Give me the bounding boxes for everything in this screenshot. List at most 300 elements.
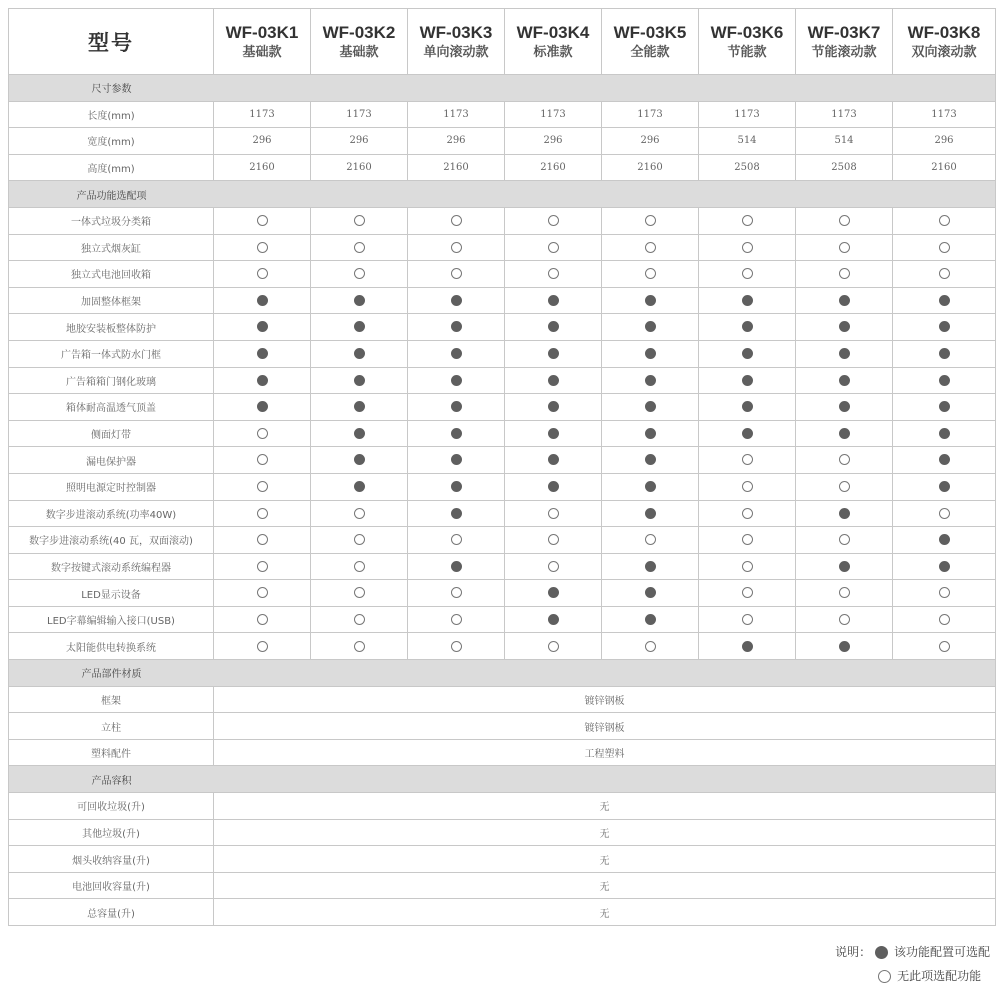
option-cell — [893, 473, 996, 500]
filled-dot-icon — [742, 375, 753, 386]
empty-dot-icon — [354, 534, 365, 545]
option-cell — [602, 580, 699, 607]
value-cell: 2160 — [408, 154, 505, 181]
option-cell — [893, 234, 996, 261]
empty-dot-icon — [451, 242, 462, 253]
option-cell — [699, 633, 796, 660]
model-subtitle: 节能滚动款 — [811, 44, 877, 60]
option-cell — [893, 606, 996, 633]
filled-dot-icon — [257, 295, 268, 306]
option-cell — [408, 234, 505, 261]
empty-dot-icon — [645, 268, 656, 279]
row-label: 数字步进滚动系统(40 瓦，双面滚动) — [9, 527, 214, 554]
section-header-cell — [9, 75, 996, 102]
empty-dot-icon — [257, 268, 268, 279]
legend-empty-line — [835, 964, 990, 988]
empty-dot-icon — [257, 428, 268, 439]
option-cell — [408, 633, 505, 660]
empty-dot-icon — [742, 481, 753, 492]
option-cell — [408, 527, 505, 554]
row-label: 照明电源定时控制器 — [9, 473, 214, 500]
section-title: 尺寸参数 — [91, 84, 132, 96]
table-row — [9, 340, 996, 367]
option-cell — [602, 606, 699, 633]
empty-dot-icon — [742, 268, 753, 279]
model-name: WF-03K7 — [807, 22, 881, 42]
empty-dot-icon — [354, 215, 365, 226]
row-label: 数字步进滚动系统(功率40W) — [9, 500, 214, 527]
section-header-row — [9, 660, 996, 687]
option-cell — [311, 394, 408, 421]
filled-dot-icon — [645, 348, 656, 359]
empty-dot-icon — [839, 587, 850, 598]
option-cell — [408, 606, 505, 633]
option-cell — [311, 420, 408, 447]
empty-dot-icon — [939, 508, 950, 519]
value-cell: 296 — [311, 128, 408, 155]
table-row — [9, 154, 996, 181]
model-header-8 — [893, 9, 996, 75]
filled-dot-icon — [257, 401, 268, 412]
option-cell — [602, 287, 699, 314]
filled-dot-icon — [548, 614, 559, 625]
legend — [835, 940, 990, 988]
option-cell — [796, 367, 893, 394]
row-label: 侧面灯带 — [9, 420, 214, 447]
section-title: 产品功能选配项 — [76, 190, 147, 202]
option-cell — [602, 234, 699, 261]
table-row — [9, 633, 996, 660]
table-row — [9, 420, 996, 447]
option-cell — [214, 367, 311, 394]
option-cell — [796, 261, 893, 288]
option-cell — [893, 287, 996, 314]
filled-dot-icon — [839, 348, 850, 359]
option-cell — [408, 580, 505, 607]
table-row — [9, 686, 996, 713]
filled-dot-icon — [548, 481, 559, 492]
option-cell — [893, 367, 996, 394]
option-cell — [408, 287, 505, 314]
empty-dot-icon — [839, 481, 850, 492]
option-cell — [893, 447, 996, 474]
value-cell: 1173 — [214, 101, 311, 128]
table-row — [9, 606, 996, 633]
legend-filled-line — [835, 940, 990, 964]
option-cell — [796, 340, 893, 367]
option-cell — [408, 473, 505, 500]
model-header-7 — [796, 9, 893, 75]
empty-dot-icon — [257, 561, 268, 572]
option-cell — [602, 420, 699, 447]
option-cell — [796, 207, 893, 234]
empty-dot-icon — [548, 268, 559, 279]
option-cell — [893, 207, 996, 234]
option-cell — [893, 580, 996, 607]
option-cell — [214, 420, 311, 447]
option-cell — [311, 314, 408, 341]
option-cell — [214, 314, 311, 341]
filled-dot-icon — [742, 428, 753, 439]
empty-dot-icon — [878, 970, 891, 983]
section-title: 产品容积 — [91, 775, 132, 787]
table-row — [9, 101, 996, 128]
model-subtitle: 基础款 — [242, 44, 282, 60]
value-cell: 2160 — [505, 154, 602, 181]
filled-dot-icon — [451, 375, 462, 386]
row-label: LED字幕编辑输入接口(USB) — [9, 606, 214, 633]
option-cell — [408, 447, 505, 474]
empty-dot-icon — [839, 242, 850, 253]
option-cell — [699, 606, 796, 633]
empty-dot-icon — [742, 534, 753, 545]
option-cell — [408, 261, 505, 288]
option-cell — [699, 287, 796, 314]
option-cell — [796, 420, 893, 447]
option-cell — [505, 527, 602, 554]
row-label: 箱体耐高温透气顶盖 — [9, 394, 214, 421]
spec-table — [8, 8, 996, 926]
spanning-value-cell: 镀锌钢板 — [214, 686, 996, 713]
filled-dot-icon — [354, 321, 365, 332]
empty-dot-icon — [548, 534, 559, 545]
option-cell — [505, 340, 602, 367]
option-cell — [796, 287, 893, 314]
spanning-value-cell: 无 — [214, 819, 996, 846]
filled-dot-icon — [548, 428, 559, 439]
filled-dot-icon — [451, 348, 462, 359]
row-label: 地胶安装板整体防护 — [9, 314, 214, 341]
option-cell — [893, 314, 996, 341]
filled-dot-icon — [939, 348, 950, 359]
filled-dot-icon — [939, 534, 950, 545]
table-row — [9, 872, 996, 899]
section-title: 产品部件材质 — [81, 669, 142, 681]
empty-dot-icon — [257, 481, 268, 492]
table-row — [9, 899, 996, 926]
empty-dot-icon — [742, 561, 753, 572]
filled-dot-icon — [939, 481, 950, 492]
value-cell: 296 — [602, 128, 699, 155]
model-header-5 — [602, 9, 699, 75]
option-cell — [214, 394, 311, 421]
row-label: 独立式电池回收箱 — [9, 261, 214, 288]
table-row — [9, 447, 996, 474]
option-cell — [699, 234, 796, 261]
model-name: WF-03K6 — [710, 22, 784, 42]
table-row — [9, 394, 996, 421]
option-cell — [893, 261, 996, 288]
filled-dot-icon — [645, 481, 656, 492]
filled-dot-icon — [939, 375, 950, 386]
empty-dot-icon — [354, 561, 365, 572]
filled-dot-icon — [451, 401, 462, 412]
option-cell — [893, 633, 996, 660]
row-label: 框架 — [9, 686, 214, 713]
option-cell — [602, 447, 699, 474]
empty-dot-icon — [257, 641, 268, 652]
filled-dot-icon — [742, 641, 753, 652]
filled-dot-icon — [257, 321, 268, 332]
option-cell — [408, 314, 505, 341]
filled-dot-icon — [939, 561, 950, 572]
value-cell: 1173 — [408, 101, 505, 128]
model-subtitle: 标准款 — [533, 44, 573, 60]
option-cell — [505, 606, 602, 633]
table-row — [9, 314, 996, 341]
empty-dot-icon — [451, 534, 462, 545]
option-cell — [602, 633, 699, 660]
empty-dot-icon — [257, 215, 268, 226]
empty-dot-icon — [354, 614, 365, 625]
filled-dot-icon — [257, 348, 268, 359]
filled-dot-icon — [451, 481, 462, 492]
option-cell — [505, 314, 602, 341]
model-subtitle: 单向滚动款 — [423, 44, 489, 60]
empty-dot-icon — [645, 242, 656, 253]
filled-dot-icon — [548, 454, 559, 465]
option-cell — [311, 580, 408, 607]
filled-dot-icon — [839, 428, 850, 439]
option-cell — [893, 420, 996, 447]
option-cell — [602, 367, 699, 394]
option-cell — [408, 553, 505, 580]
spanning-value-cell: 镀锌钢板 — [214, 713, 996, 740]
model-name: WF-03K8 — [907, 22, 981, 42]
section-header-cell — [9, 766, 996, 793]
filled-dot-icon — [839, 641, 850, 652]
table-row — [9, 234, 996, 261]
filled-dot-icon — [354, 454, 365, 465]
row-label: 数字按键式滚动系统编程器 — [9, 553, 214, 580]
table-row — [9, 527, 996, 554]
table-row — [9, 713, 996, 740]
empty-dot-icon — [451, 614, 462, 625]
empty-dot-icon — [645, 641, 656, 652]
option-cell — [796, 234, 893, 261]
filled-dot-icon — [354, 481, 365, 492]
option-cell — [699, 367, 796, 394]
filled-dot-icon — [839, 375, 850, 386]
value-cell: 2160 — [311, 154, 408, 181]
filled-dot-icon — [354, 375, 365, 386]
value-cell: 1173 — [796, 101, 893, 128]
filled-dot-icon — [645, 561, 656, 572]
table-row — [9, 553, 996, 580]
option-cell — [796, 394, 893, 421]
empty-dot-icon — [257, 534, 268, 545]
empty-dot-icon — [451, 268, 462, 279]
empty-dot-icon — [257, 614, 268, 625]
filled-dot-icon — [839, 508, 850, 519]
section-header-row — [9, 181, 996, 208]
spanning-value-cell: 无 — [214, 793, 996, 820]
table-row — [9, 207, 996, 234]
option-cell — [699, 207, 796, 234]
empty-dot-icon — [354, 587, 365, 598]
model-name: WF-03K2 — [322, 22, 396, 42]
table-row — [9, 367, 996, 394]
option-cell — [408, 340, 505, 367]
table-row — [9, 287, 996, 314]
value-cell: 2508 — [796, 154, 893, 181]
value-cell: 514 — [796, 128, 893, 155]
value-cell: 296 — [214, 128, 311, 155]
option-cell — [699, 500, 796, 527]
empty-dot-icon — [548, 215, 559, 226]
row-label: 广告箱一体式防水门框 — [9, 340, 214, 367]
empty-dot-icon — [742, 508, 753, 519]
filled-dot-icon — [839, 295, 850, 306]
row-label: 总容量(升) — [9, 899, 214, 926]
option-cell — [796, 553, 893, 580]
table-row — [9, 473, 996, 500]
option-cell — [699, 580, 796, 607]
option-cell — [505, 287, 602, 314]
filled-dot-icon — [645, 508, 656, 519]
empty-dot-icon — [939, 641, 950, 652]
option-cell — [602, 394, 699, 421]
empty-dot-icon — [257, 508, 268, 519]
model-name: WF-03K1 — [225, 22, 299, 42]
option-cell — [408, 367, 505, 394]
empty-dot-icon — [839, 268, 850, 279]
row-label: 宽度(mm) — [9, 128, 214, 155]
empty-dot-icon — [257, 587, 268, 598]
table-row — [9, 739, 996, 766]
table-row — [9, 128, 996, 155]
value-cell: 1173 — [311, 101, 408, 128]
empty-dot-icon — [742, 454, 753, 465]
option-cell — [699, 314, 796, 341]
empty-dot-icon — [548, 641, 559, 652]
option-cell — [699, 394, 796, 421]
option-cell — [311, 340, 408, 367]
row-label: 一体式垃圾分类箱 — [9, 207, 214, 234]
empty-dot-icon — [939, 614, 950, 625]
filled-dot-icon — [451, 508, 462, 519]
model-header-1 — [214, 9, 311, 75]
value-cell: 2508 — [699, 154, 796, 181]
option-cell — [602, 207, 699, 234]
filled-dot-icon — [451, 561, 462, 572]
option-cell — [311, 287, 408, 314]
filled-dot-icon — [939, 454, 950, 465]
option-cell — [214, 340, 311, 367]
empty-dot-icon — [939, 215, 950, 226]
option-cell — [699, 340, 796, 367]
filled-dot-icon — [354, 295, 365, 306]
section-header-row — [9, 766, 996, 793]
row-label: 广告箱箱门钢化玻璃 — [9, 367, 214, 394]
corner-title — [9, 9, 214, 75]
model-subtitle: 全能款 — [630, 44, 670, 60]
empty-dot-icon — [257, 454, 268, 465]
option-cell — [699, 447, 796, 474]
option-cell — [602, 261, 699, 288]
value-cell: 514 — [699, 128, 796, 155]
option-cell — [505, 420, 602, 447]
filled-dot-icon — [548, 587, 559, 598]
row-label: 加固整体框架 — [9, 287, 214, 314]
value-cell: 1173 — [699, 101, 796, 128]
option-cell — [796, 633, 893, 660]
filled-dot-icon — [839, 401, 850, 412]
empty-dot-icon — [354, 508, 365, 519]
filled-dot-icon — [939, 321, 950, 332]
table-row — [9, 580, 996, 607]
empty-dot-icon — [742, 614, 753, 625]
empty-dot-icon — [548, 561, 559, 572]
legend-empty-text: 无此项选配功能 — [897, 969, 982, 983]
model-subtitle: 双向滚动款 — [911, 44, 977, 60]
row-label: 漏电保护器 — [9, 447, 214, 474]
empty-dot-icon — [839, 215, 850, 226]
option-cell — [408, 500, 505, 527]
row-label: 太阳能供电转换系统 — [9, 633, 214, 660]
value-cell: 1173 — [602, 101, 699, 128]
option-cell — [505, 234, 602, 261]
filled-dot-icon — [875, 946, 888, 959]
option-cell — [214, 447, 311, 474]
filled-dot-icon — [354, 428, 365, 439]
filled-dot-icon — [451, 295, 462, 306]
option-cell — [214, 207, 311, 234]
value-cell: 1173 — [893, 101, 996, 128]
empty-dot-icon — [548, 242, 559, 253]
legend-filled-text: 该功能配置可选配 — [893, 945, 990, 959]
option-cell — [311, 261, 408, 288]
filled-dot-icon — [451, 321, 462, 332]
option-cell — [311, 207, 408, 234]
option-cell — [893, 340, 996, 367]
value-cell: 296 — [893, 128, 996, 155]
option-cell — [893, 553, 996, 580]
option-cell — [602, 473, 699, 500]
table-title: 型号 — [88, 30, 134, 55]
model-header-6 — [699, 9, 796, 75]
filled-dot-icon — [839, 561, 850, 572]
table-row — [9, 793, 996, 820]
option-cell — [602, 340, 699, 367]
option-cell — [505, 207, 602, 234]
filled-dot-icon — [451, 428, 462, 439]
empty-dot-icon — [354, 268, 365, 279]
filled-dot-icon — [548, 401, 559, 412]
option-cell — [796, 500, 893, 527]
option-cell — [311, 473, 408, 500]
empty-dot-icon — [548, 508, 559, 519]
option-cell — [602, 500, 699, 527]
empty-dot-icon — [451, 215, 462, 226]
option-cell — [311, 447, 408, 474]
option-cell — [505, 473, 602, 500]
filled-dot-icon — [742, 348, 753, 359]
filled-dot-icon — [548, 295, 559, 306]
filled-dot-icon — [645, 375, 656, 386]
model-header-4 — [505, 9, 602, 75]
option-cell — [311, 527, 408, 554]
filled-dot-icon — [645, 295, 656, 306]
option-cell — [893, 527, 996, 554]
empty-dot-icon — [645, 534, 656, 545]
row-label: 可回收垃圾(升) — [9, 793, 214, 820]
option-cell — [505, 261, 602, 288]
table-row — [9, 819, 996, 846]
filled-dot-icon — [645, 401, 656, 412]
section-header-cell — [9, 660, 996, 687]
empty-dot-icon — [742, 242, 753, 253]
